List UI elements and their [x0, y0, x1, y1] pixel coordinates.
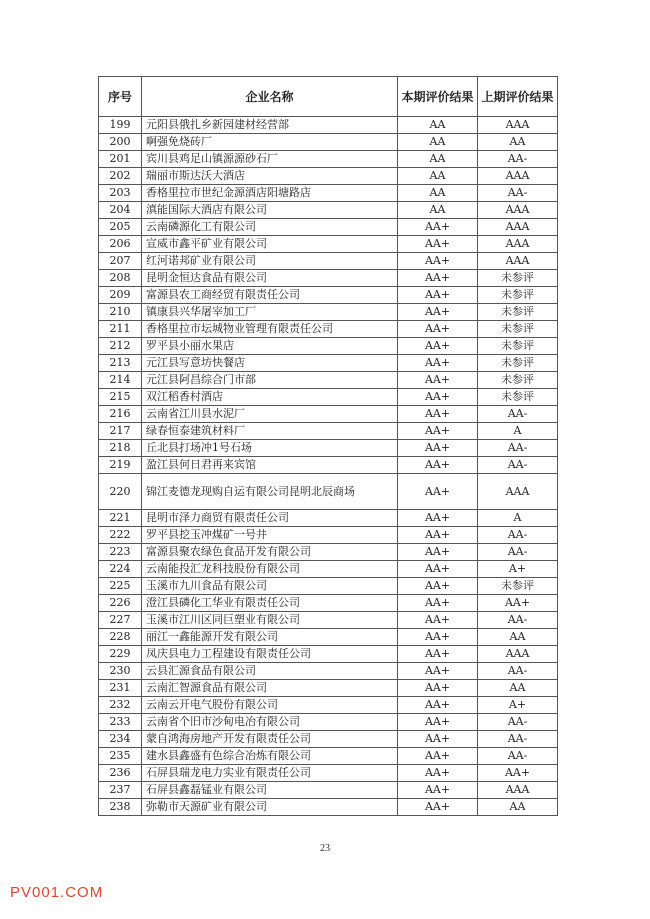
- current-rating: AA+: [398, 765, 478, 782]
- enterprise-name: 镇康县兴华屠宰加工厂: [142, 304, 398, 321]
- current-rating: AA+: [398, 423, 478, 440]
- row-index: 220: [99, 474, 142, 510]
- row-index: 206: [99, 236, 142, 253]
- current-rating: AA+: [398, 527, 478, 544]
- current-rating: AA+: [398, 440, 478, 457]
- table-row: [99, 338, 558, 355]
- enterprise-name: 罗平县小丽水果店: [142, 338, 398, 355]
- table-row: [99, 372, 558, 389]
- enterprise-name: 玉溪市九川食品有限公司: [142, 578, 398, 595]
- current-rating: AA+: [398, 474, 478, 510]
- enterprise-name: 云南省江川县水泥厂: [142, 406, 398, 423]
- row-index: 208: [99, 270, 142, 287]
- enterprise-name: 建水县鑫盛有色综合冶炼有限公司: [142, 748, 398, 765]
- table-row: [99, 799, 558, 816]
- table-row: [99, 663, 558, 680]
- enterprise-name: 双江稻香村酒店: [142, 389, 398, 406]
- row-index: 217: [99, 423, 142, 440]
- row-index: 202: [99, 168, 142, 185]
- row-index: 214: [99, 372, 142, 389]
- enterprise-name: 元江县写意坊快餐店: [142, 355, 398, 372]
- previous-rating: 未参评: [478, 287, 558, 304]
- table-row: [99, 578, 558, 595]
- page-number: 23: [320, 843, 330, 854]
- enterprise-name: 丘北县打场冲1号石场: [142, 440, 398, 457]
- previous-rating: AAA: [478, 117, 558, 134]
- enterprise-name: 宣威市鑫平矿业有限公司: [142, 236, 398, 253]
- current-rating: AA+: [398, 731, 478, 748]
- current-rating: AA+: [398, 595, 478, 612]
- row-index: 222: [99, 527, 142, 544]
- table-row: [99, 321, 558, 338]
- current-rating: AA+: [398, 680, 478, 697]
- row-index: 218: [99, 440, 142, 457]
- table-row: [99, 714, 558, 731]
- current-rating: AA+: [398, 629, 478, 646]
- current-rating: AA+: [398, 389, 478, 406]
- current-rating: AA+: [398, 372, 478, 389]
- previous-rating: AA-: [478, 457, 558, 474]
- row-index: 233: [99, 714, 142, 731]
- current-rating: AA: [398, 168, 478, 185]
- table-row: [99, 646, 558, 663]
- table-row: [99, 457, 558, 474]
- row-index: 223: [99, 544, 142, 561]
- current-rating: AA+: [398, 663, 478, 680]
- previous-rating: AAA: [478, 253, 558, 270]
- previous-rating: 未参评: [478, 578, 558, 595]
- current-rating: AA+: [398, 578, 478, 595]
- table-row: [99, 595, 558, 612]
- current-rating: AA: [398, 117, 478, 134]
- current-rating: AA: [398, 185, 478, 202]
- current-rating: AA+: [398, 270, 478, 287]
- enterprise-name: 玉溪市江川区同巨塑业有限公司: [142, 612, 398, 629]
- current-rating: AA+: [398, 748, 478, 765]
- previous-rating: 未参评: [478, 321, 558, 338]
- table-row: [99, 253, 558, 270]
- row-index: 231: [99, 680, 142, 697]
- previous-rating: 未参评: [478, 355, 558, 372]
- row-index: 207: [99, 253, 142, 270]
- table-row: [99, 680, 558, 697]
- row-index: 226: [99, 595, 142, 612]
- row-index: 221: [99, 510, 142, 527]
- previous-rating: AA-: [478, 748, 558, 765]
- row-index: 199: [99, 117, 142, 134]
- enterprise-name: 宾川县鸡足山镇源源砂石厂: [142, 151, 398, 168]
- table-row: [99, 185, 558, 202]
- current-rating: AA: [398, 202, 478, 219]
- row-index: 200: [99, 134, 142, 151]
- table-row: [99, 406, 558, 423]
- document-page: [98, 76, 558, 816]
- enterprise-name: 云南汇智源食品有限公司: [142, 680, 398, 697]
- current-rating: AA+: [398, 236, 478, 253]
- header-index: 序号: [99, 77, 142, 117]
- current-rating: AA+: [398, 304, 478, 321]
- current-rating: AA+: [398, 338, 478, 355]
- row-index: 211: [99, 321, 142, 338]
- previous-rating: AA+: [478, 595, 558, 612]
- current-rating: AA+: [398, 782, 478, 799]
- current-rating: AA+: [398, 646, 478, 663]
- previous-rating: AA: [478, 799, 558, 816]
- table-row: [99, 765, 558, 782]
- enterprise-rating-table: [98, 76, 558, 816]
- enterprise-name: 弥勒市天源矿业有限公司: [142, 799, 398, 816]
- enterprise-name: 蒙自鸿海房地产开发有限责任公司: [142, 731, 398, 748]
- current-rating: AA+: [398, 406, 478, 423]
- enterprise-name: 云南磷源化工有限公司: [142, 219, 398, 236]
- previous-rating: AA-: [478, 731, 558, 748]
- previous-rating: AA-: [478, 185, 558, 202]
- row-index: 209: [99, 287, 142, 304]
- row-index: 204: [99, 202, 142, 219]
- table-row: [99, 134, 558, 151]
- row-index: 235: [99, 748, 142, 765]
- enterprise-name: 石屏县鑫磊锰业有限公司: [142, 782, 398, 799]
- previous-rating: AAA: [478, 646, 558, 663]
- table-row: [99, 304, 558, 321]
- previous-rating: 未参评: [478, 338, 558, 355]
- enterprise-name: 锦江麦德龙现购自运有限公司昆明北辰商场: [142, 474, 398, 510]
- enterprise-name: 凤庆县电力工程建设有限责任公司: [142, 646, 398, 663]
- enterprise-name: 昆明金恒达食品有限公司: [142, 270, 398, 287]
- row-index: 230: [99, 663, 142, 680]
- row-index: 232: [99, 697, 142, 714]
- previous-rating: AA-: [478, 440, 558, 457]
- table-row: [99, 544, 558, 561]
- table-header-row: [99, 77, 558, 117]
- row-index: 236: [99, 765, 142, 782]
- table-row: [99, 629, 558, 646]
- previous-rating: AA-: [478, 714, 558, 731]
- table-row: [99, 423, 558, 440]
- previous-rating: 未参评: [478, 270, 558, 287]
- current-rating: AA+: [398, 321, 478, 338]
- previous-rating: AA: [478, 680, 558, 697]
- previous-rating: 未参评: [478, 389, 558, 406]
- row-index: 205: [99, 219, 142, 236]
- table-row: [99, 748, 558, 765]
- previous-rating: AA: [478, 134, 558, 151]
- row-index: 238: [99, 799, 142, 816]
- current-rating: AA+: [398, 355, 478, 372]
- current-rating: AA+: [398, 612, 478, 629]
- current-rating: AA+: [398, 561, 478, 578]
- table-row: [99, 527, 558, 544]
- row-index: 229: [99, 646, 142, 663]
- previous-rating: AA: [478, 629, 558, 646]
- previous-rating: AAA: [478, 236, 558, 253]
- previous-rating: AAA: [478, 474, 558, 510]
- current-rating: AA+: [398, 544, 478, 561]
- current-rating: AA: [398, 134, 478, 151]
- table-row: [99, 731, 558, 748]
- previous-rating: AA-: [478, 612, 558, 629]
- row-index: 225: [99, 578, 142, 595]
- row-index: 219: [99, 457, 142, 474]
- previous-rating: A+: [478, 697, 558, 714]
- enterprise-name: 瑞丽市斯达沃大酒店: [142, 168, 398, 185]
- table-row: [99, 782, 558, 799]
- current-rating: AA+: [398, 287, 478, 304]
- enterprise-name: 啊强免烧砖厂: [142, 134, 398, 151]
- table-row: [99, 168, 558, 185]
- table-row: [99, 389, 558, 406]
- table-row: [99, 355, 558, 372]
- previous-rating: AAA: [478, 219, 558, 236]
- table-row: [99, 117, 558, 134]
- table-row: [99, 151, 558, 168]
- previous-rating: 未参评: [478, 372, 558, 389]
- row-index: 212: [99, 338, 142, 355]
- row-index: 201: [99, 151, 142, 168]
- table-row: [99, 612, 558, 629]
- table-row: [99, 697, 558, 714]
- current-rating: AA+: [398, 799, 478, 816]
- enterprise-name: 云南能投汇龙科技股份有限公司: [142, 561, 398, 578]
- current-rating: AA+: [398, 219, 478, 236]
- previous-rating: AA-: [478, 663, 558, 680]
- row-index: 213: [99, 355, 142, 372]
- enterprise-name: 香格里拉市坛城物业管理有限责任公司: [142, 321, 398, 338]
- enterprise-name: 云南云开电气股份有限公司: [142, 697, 398, 714]
- table-row: [99, 236, 558, 253]
- enterprise-name: 昆明市泽力商贸有限责任公司: [142, 510, 398, 527]
- header-current-rating: 本期评价结果: [398, 77, 478, 117]
- current-rating: AA+: [398, 253, 478, 270]
- enterprise-name: 丽江一鑫能源开发有限公司: [142, 629, 398, 646]
- header-enterprise-name: 企业名称: [142, 77, 398, 117]
- table-row: [99, 510, 558, 527]
- row-index: 215: [99, 389, 142, 406]
- enterprise-name: 盈江县何日君再来宾馆: [142, 457, 398, 474]
- previous-rating: A: [478, 423, 558, 440]
- previous-rating: A+: [478, 561, 558, 578]
- enterprise-name: 罗平县挖玉冲煤矿一号井: [142, 527, 398, 544]
- previous-rating: AA-: [478, 151, 558, 168]
- current-rating: AA+: [398, 510, 478, 527]
- enterprise-name: 云南省个旧市沙甸电冶有限公司: [142, 714, 398, 731]
- current-rating: AA+: [398, 457, 478, 474]
- table-row: [99, 440, 558, 457]
- header-previous-rating: 上期评价结果: [478, 77, 558, 117]
- row-index: 203: [99, 185, 142, 202]
- enterprise-name: 石屏县瑞龙电力实业有限责任公司: [142, 765, 398, 782]
- enterprise-name: 富源县农工商经贸有限责任公司: [142, 287, 398, 304]
- enterprise-name: 绿春恒泰建筑材料厂: [142, 423, 398, 440]
- current-rating: AA+: [398, 697, 478, 714]
- table-row: [99, 561, 558, 578]
- row-index: 227: [99, 612, 142, 629]
- enterprise-name: 红河诺邦矿业有限公司: [142, 253, 398, 270]
- enterprise-name: 元阳县俄扎乡新园建材经营部: [142, 117, 398, 134]
- current-rating: AA+: [398, 714, 478, 731]
- table-row: [99, 287, 558, 304]
- previous-rating: AA+: [478, 765, 558, 782]
- table-row: [99, 474, 558, 510]
- table-row: [99, 202, 558, 219]
- row-index: 216: [99, 406, 142, 423]
- previous-rating: AA-: [478, 527, 558, 544]
- row-index: 228: [99, 629, 142, 646]
- previous-rating: AAA: [478, 202, 558, 219]
- previous-rating: AAA: [478, 168, 558, 185]
- enterprise-name: 滇能国际大酒店有限公司: [142, 202, 398, 219]
- previous-rating: AA-: [478, 406, 558, 423]
- current-rating: AA: [398, 151, 478, 168]
- row-index: 224: [99, 561, 142, 578]
- enterprise-name: 云县汇源食品有限公司: [142, 663, 398, 680]
- enterprise-name: 澄江县磷化工华业有限责任公司: [142, 595, 398, 612]
- row-index: 234: [99, 731, 142, 748]
- watermark-logo: PV001.COM: [10, 884, 104, 901]
- previous-rating: AA-: [478, 544, 558, 561]
- enterprise-name: 元江县阿昌综合门市部: [142, 372, 398, 389]
- previous-rating: A: [478, 510, 558, 527]
- table-row: [99, 270, 558, 287]
- previous-rating: 未参评: [478, 304, 558, 321]
- table-row: [99, 219, 558, 236]
- enterprise-name: 富源县聚农绿色食品开发有限公司: [142, 544, 398, 561]
- row-index: 237: [99, 782, 142, 799]
- row-index: 210: [99, 304, 142, 321]
- previous-rating: AAA: [478, 782, 558, 799]
- enterprise-name: 香格里拉市世纪金源酒店阳塘路店: [142, 185, 398, 202]
